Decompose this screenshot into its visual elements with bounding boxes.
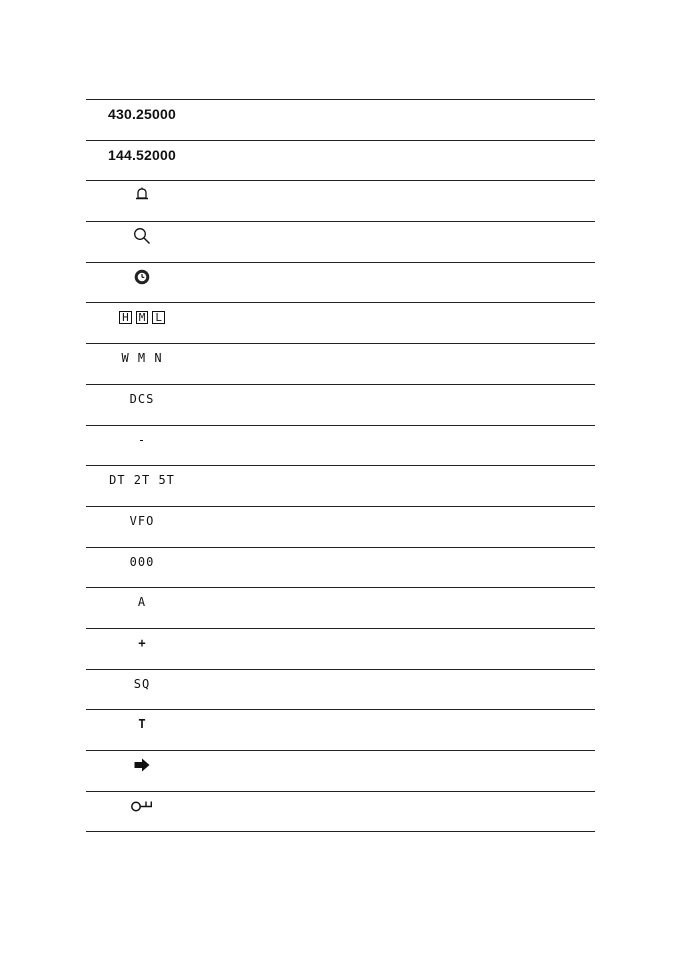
channel-number-display: 000	[129, 554, 155, 569]
clock-icon	[86, 263, 198, 291]
table-row	[86, 385, 595, 426]
frequency-display: 430.25000	[108, 106, 176, 122]
table-row	[86, 181, 595, 222]
power-mid-indicator: M	[136, 311, 149, 324]
table-row	[86, 670, 595, 711]
arrow-right-icon	[86, 751, 198, 779]
table-row	[86, 751, 595, 792]
table-row	[86, 507, 595, 548]
power-level-group	[86, 303, 198, 331]
magnifier-icon	[86, 222, 198, 250]
table-row	[86, 222, 595, 263]
power-high-indicator: H	[119, 311, 132, 324]
table-row	[86, 344, 595, 385]
symbol-table	[86, 99, 595, 832]
tone-mode-indicator: DT 2T 5T	[109, 473, 175, 488]
bandwidth-indicator: W M N	[121, 351, 163, 366]
frequency-display: 144.52000	[108, 146, 176, 163]
table-row	[86, 303, 595, 344]
table-row	[86, 100, 595, 141]
table-row	[86, 710, 595, 751]
dcs-indicator: DCS	[129, 391, 155, 406]
table-row	[86, 548, 595, 589]
squelch-indicator: SQ	[133, 676, 151, 691]
minus-shift-indicator: -	[137, 432, 147, 447]
table-row	[86, 792, 595, 833]
vfo-indicator: VFO	[129, 513, 155, 528]
tone-indicator: T	[138, 717, 146, 732]
bell-icon	[86, 181, 198, 209]
table-row	[86, 263, 595, 304]
power-low-indicator: L	[152, 311, 165, 324]
plus-shift-indicator: +	[138, 635, 146, 650]
key-icon	[86, 792, 198, 820]
table-row	[86, 426, 595, 467]
table-row	[86, 141, 595, 182]
a-indicator: A	[137, 595, 147, 610]
table-row	[86, 588, 595, 629]
table-row	[86, 466, 595, 507]
table-row	[86, 629, 595, 670]
